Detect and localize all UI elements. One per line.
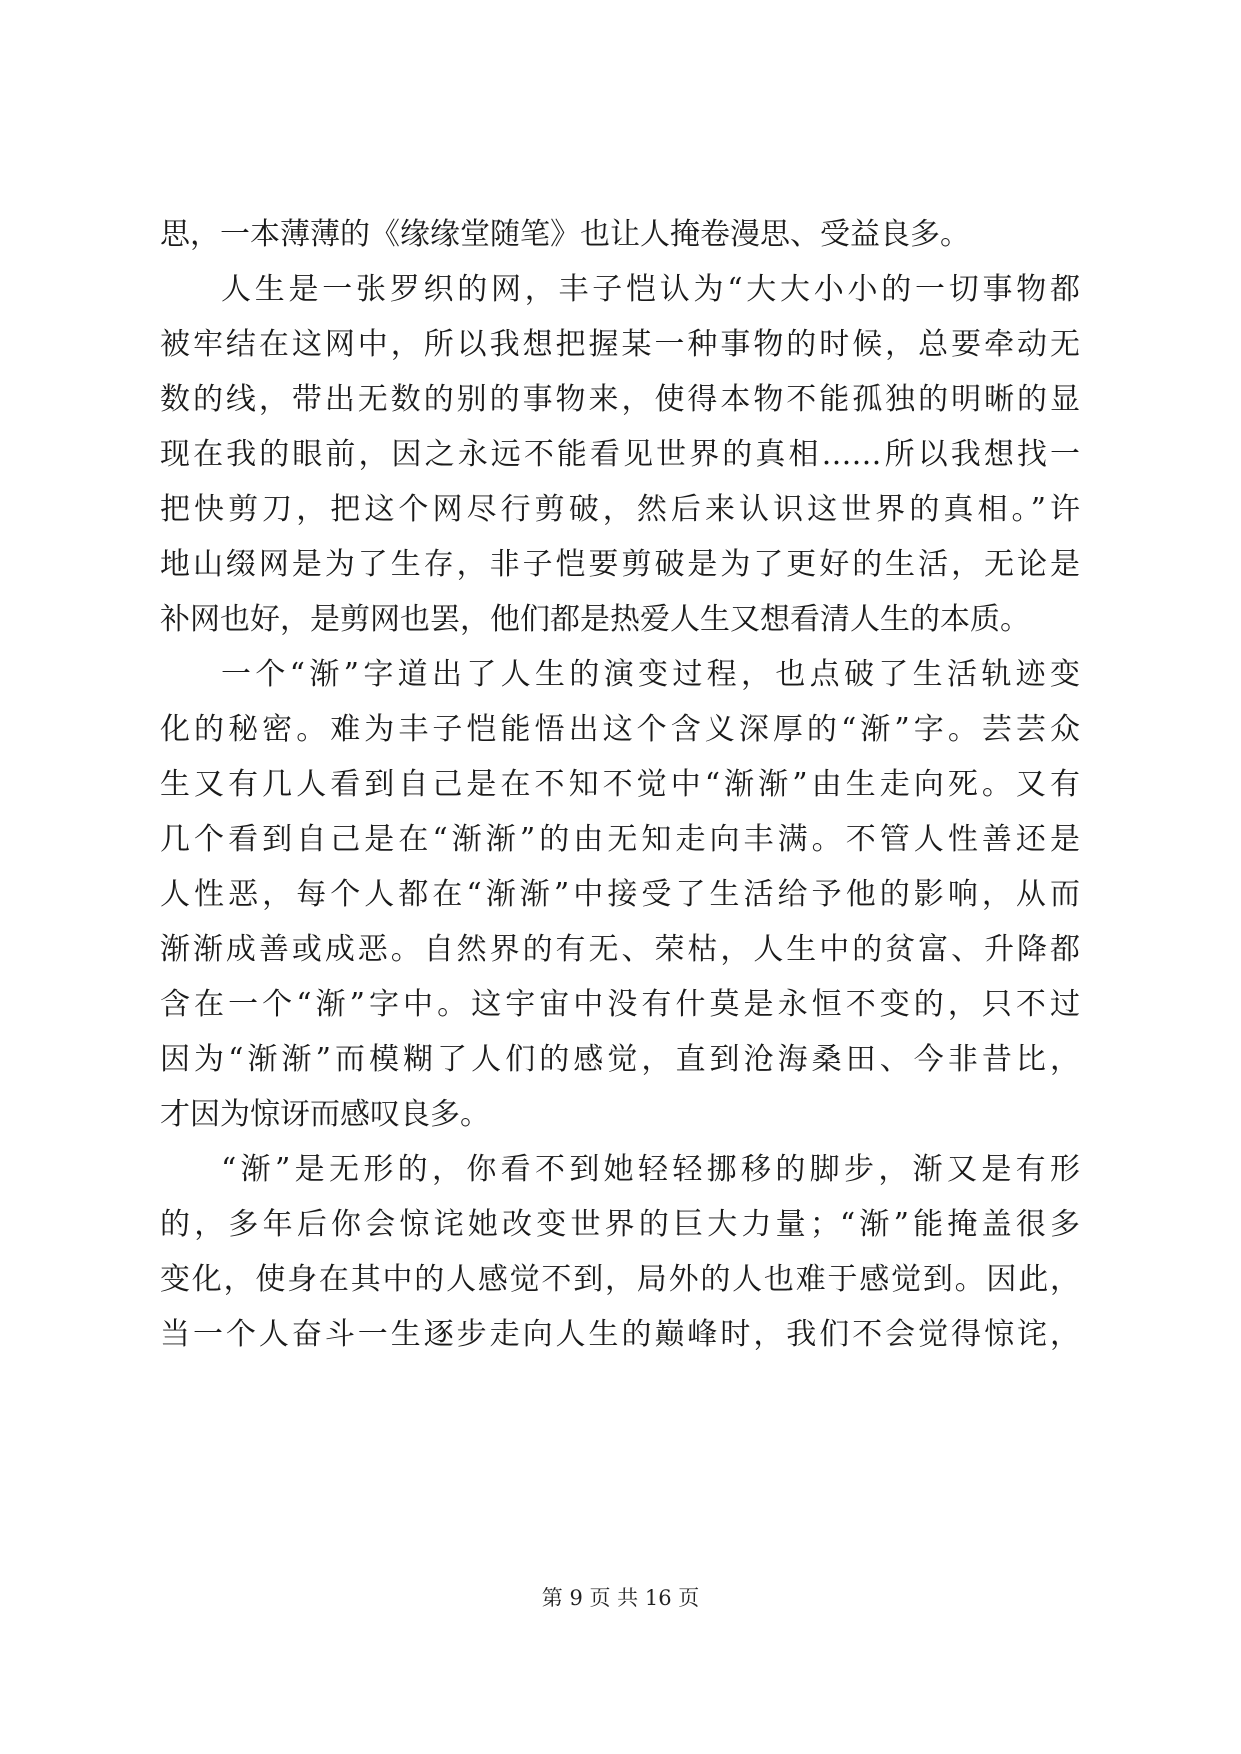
text-line: 生又有几人看到自己是在不知不觉中“渐渐”由生走向死。又有 bbox=[160, 767, 1080, 802]
text-line: 思，一本薄薄的《缘缘堂随笔》也让人掩卷漫思、受益良多。 bbox=[160, 217, 970, 252]
text-line: 地山缀网是为了生存，非子恺要剪破是为了更好的生活，无论是 bbox=[160, 547, 1080, 582]
text-line: 一个“渐”字道出了人生的演变过程，也点破了生活轨迹变 bbox=[221, 657, 1080, 692]
text-line: 几个看到自己是在“渐渐”的由无知走向丰满。不管人性善还是 bbox=[160, 822, 1080, 857]
page-number-footer: 第 9 页 共 16 页 bbox=[541, 1586, 700, 1610]
text-line: 被牢结在这网中，所以我想把握某一种事物的时候，总要牵动无 bbox=[160, 327, 1080, 362]
text-line: 把快剪刀，把这个网尽行剪破，然后来认识这世界的真相。”许 bbox=[160, 492, 1080, 527]
text-line: 人生是一张罗织的网，丰子恺认为“大大小小的一切事物都 bbox=[221, 272, 1080, 307]
text-line: 当一个人奋斗一生逐步走向人生的巅峰时，我们不会觉得惊诧， bbox=[160, 1317, 1080, 1352]
text-line: 含在一个“渐”字中。这宇宙中没有什莫是永恒不变的，只不过 bbox=[160, 987, 1080, 1022]
text-line: 的，多年后你会惊诧她改变世界的巨大力量；“渐”能掩盖很多 bbox=[160, 1207, 1080, 1242]
text-line: “渐”是无形的，你看不到她轻轻挪移的脚步，渐又是有形 bbox=[221, 1152, 1080, 1187]
text-line: 化的秘密。难为丰子恺能悟出这个含义深厚的“渐”字。芸芸众 bbox=[160, 712, 1080, 747]
text-line: 变化，使身在其中的人感觉不到，局外的人也难于感觉到。因此， bbox=[160, 1262, 1080, 1297]
text-line: 补网也好，是剪网也罢，他们都是热爱人生又想看清人生的本质。 bbox=[160, 602, 1030, 637]
text-line: 才因为惊讶而感叹良多。 bbox=[160, 1097, 490, 1132]
text-line: 现在我的眼前，因之永远不能看见世界的真相……所以我想找一 bbox=[160, 437, 1080, 472]
text-line: 渐渐成善或成恶。自然界的有无、荣枯，人生中的贫富、升降都 bbox=[160, 932, 1080, 967]
text-line: 数的线，带出无数的别的事物来，使得本物不能孤独的明晰的显 bbox=[160, 382, 1080, 417]
text-line: 因为“渐渐”而模糊了人们的感觉，直到沧海桑田、今非昔比， bbox=[160, 1042, 1080, 1077]
text-line: 人性恶，每个人都在“渐渐”中接受了生活给予他的影响，从而 bbox=[160, 877, 1080, 912]
